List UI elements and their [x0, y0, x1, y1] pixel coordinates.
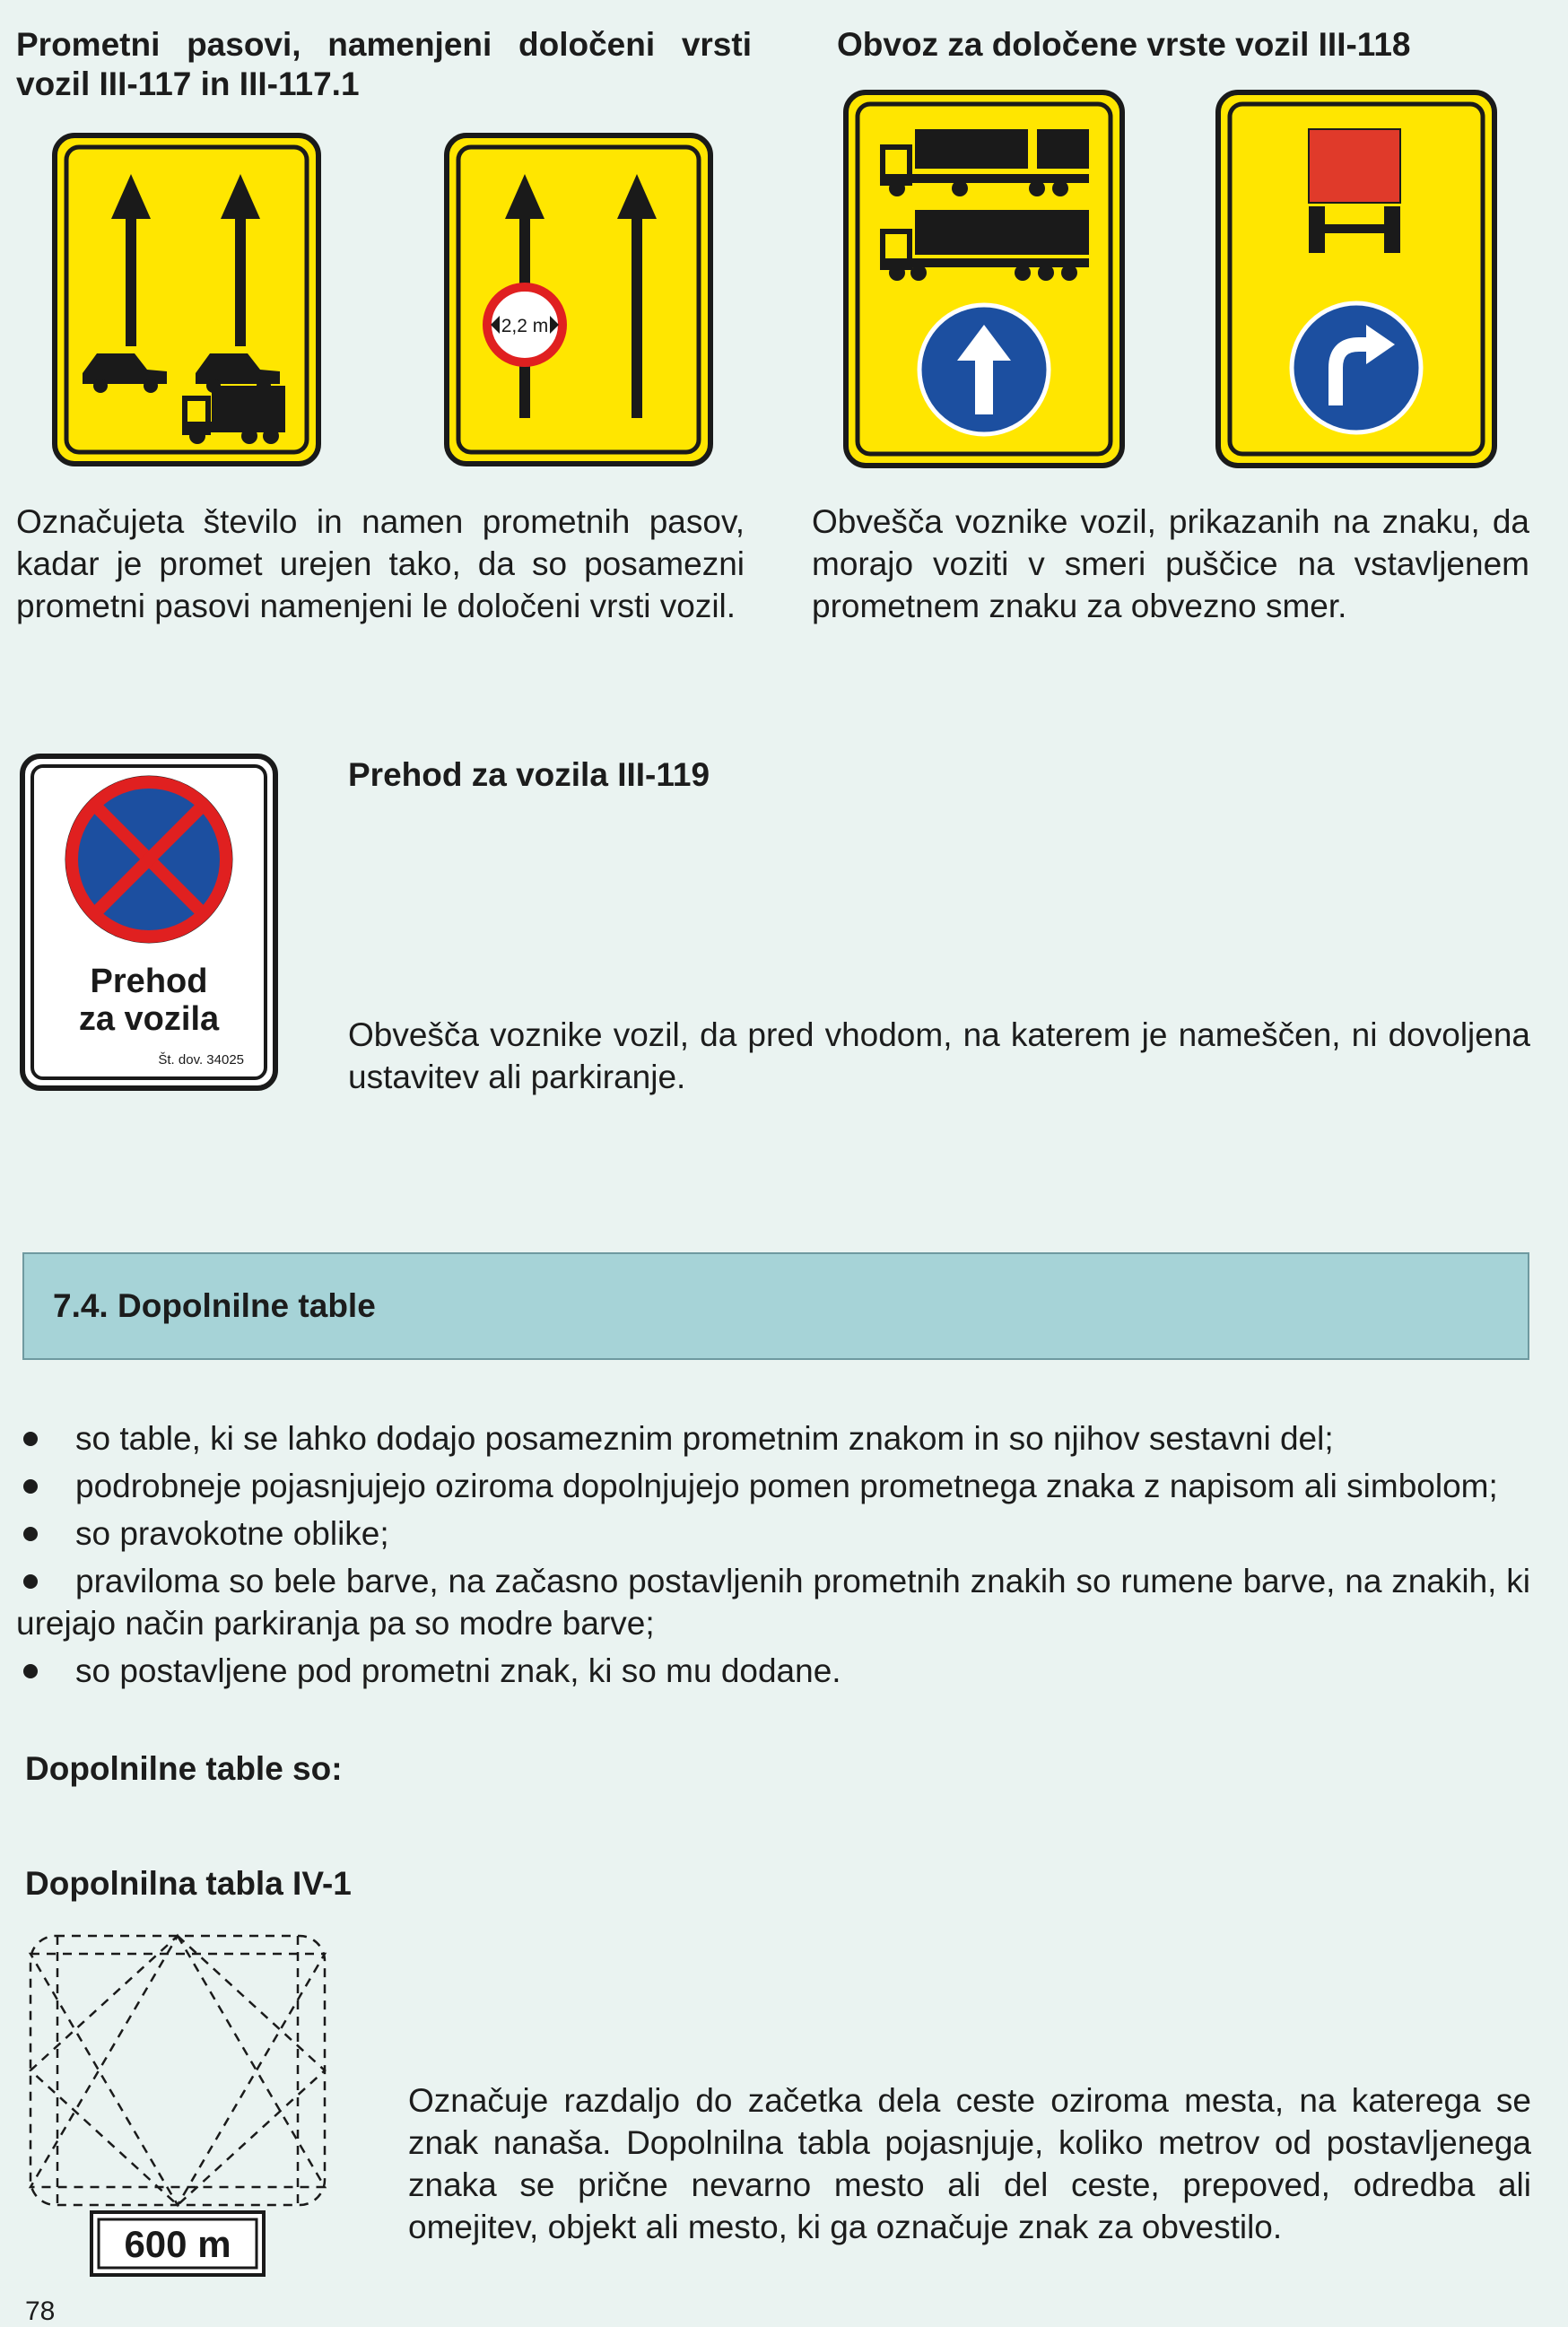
supplementary-subheading: Dopolnilne table so:	[25, 1750, 343, 1787]
list-item	[16, 1512, 1530, 1555]
sign-iii-117-1	[444, 133, 713, 466]
list-item	[16, 1560, 1530, 1644]
list-item	[16, 1465, 1530, 1507]
section-title: 7.4. Dopolnilne table	[53, 1287, 376, 1324]
crossing-description: Obvešča voznike vozil, da pred vhodom, na katerem je nameščen, ni dovoljena ustavitev ali parkiranje.	[348, 1016, 1530, 1095]
bullet-list	[16, 1417, 1530, 1697]
list-item-text: podrobneje pojasnjujejo oziroma dopolnjujejo pomen prometnega znaka z napisom ali simbolom;	[75, 1468, 1498, 1504]
tabla-iv1-description: Označuje razdaljo do začetka dela ceste oziroma mesta, na katerega se znak nanaša. Dopolnilna tabla pojasnjuje, koliko metrov od postavljenega znaka se prične nevarno mesto ali del ceste, prepoved, odredba ali omejitev, objekt ali mesto, ki ga označuje znak za obvestilo.	[408, 2082, 1531, 2245]
tabla-iv1-illustration	[22, 1927, 335, 2279]
bullet-icon	[23, 1432, 38, 1446]
sign-iii-117	[52, 133, 321, 466]
lanes-heading: Prometni pasovi, namenjeni določeni vrsti vozil III-117 in III-117.1	[16, 26, 752, 102]
crossing-sign-line2: za vozila	[78, 1000, 220, 1038]
bullet-icon	[23, 1527, 38, 1541]
sign-iii-119	[20, 754, 278, 1091]
sign-iii-118-trucks	[843, 90, 1125, 468]
section-header-bar	[22, 1252, 1529, 1360]
list-item-text: so postavljene pod prometni znak, ki so mu dodane.	[75, 1652, 841, 1689]
list-item-text: so pravokotne oblike;	[75, 1515, 389, 1552]
crossing-sign-small-text: Št. dov. 34025	[158, 1052, 244, 1068]
list-item-text: so table, ki se lahko dodajo posameznim prometnim znakom in so njihov sestavni del;	[75, 1420, 1334, 1457]
bullet-icon	[23, 1479, 38, 1494]
detour-description: Obvešča voznike vozil, prikazanih na znaku, da morajo voziti v smeri puščice na vstavljenem prometnem znaku za obvezno smer.	[812, 503, 1529, 624]
crossing-heading: Prehod za vozila III-119	[348, 756, 710, 793]
tabla-plate-text: 600 m	[124, 2223, 231, 2265]
list-item	[16, 1417, 1530, 1460]
sign-iii-118-cargo	[1215, 90, 1497, 468]
crossing-sign-line1: Prehod	[90, 963, 208, 1000]
bullet-icon	[23, 1574, 38, 1589]
tabla-iv1-heading: Dopolnilna tabla IV-1	[25, 1865, 352, 1902]
detour-heading: Obvoz za določene vrste vozil III-118	[837, 26, 1411, 63]
list-item-text: praviloma so bele barve, na začasno postavljenih prometnih znakih so rumene barve, na znakih, ki urejajo način parkiranja pa so modre barve;	[16, 1563, 1530, 1642]
width-limit-label: 2,2 m	[501, 316, 549, 336]
list-item	[16, 1650, 1530, 1692]
lanes-description: Označujeta število in namen prometnih pasov, kadar je promet urejen tako, da so posamezni prometni pasovi namenjeni le določeni vrsti vozil.	[16, 503, 745, 624]
page-number: 78	[25, 2296, 56, 2326]
bullet-icon	[23, 1664, 38, 1678]
